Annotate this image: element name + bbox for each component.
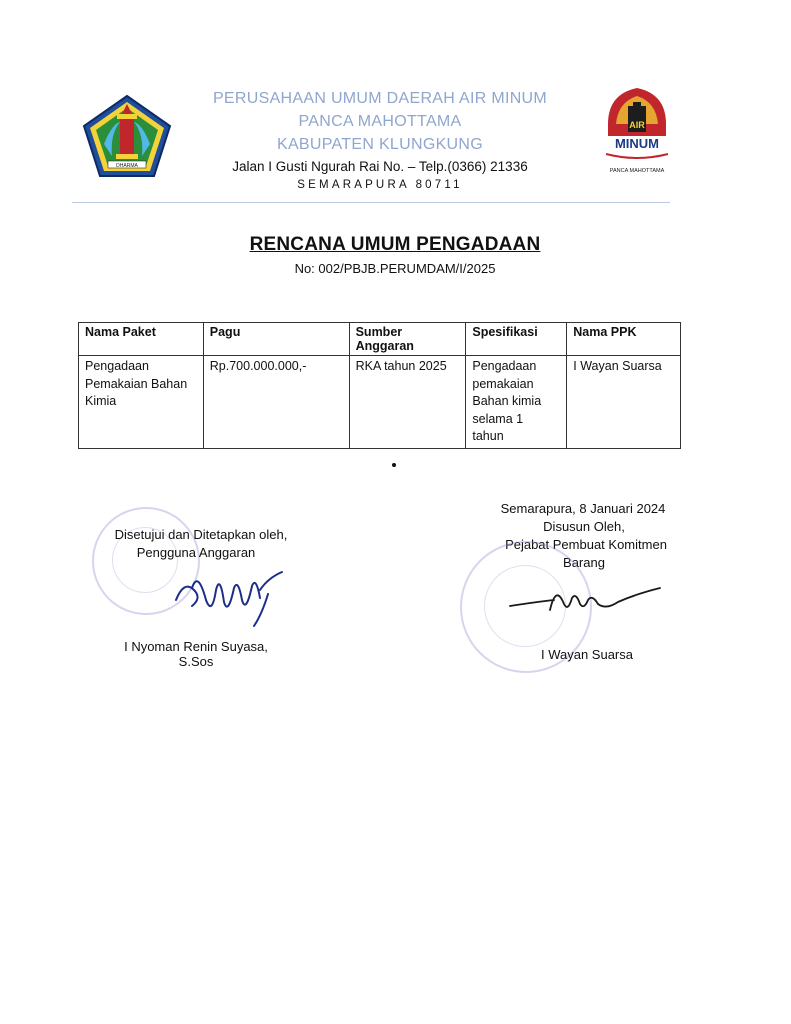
air-minum-logo-icon bbox=[598, 84, 676, 176]
cell-sumber-anggaran: RKA tahun 2025 bbox=[349, 356, 466, 449]
col-header-nama-paket: Nama Paket bbox=[79, 323, 204, 356]
right-title-line1: Pejabat Pembuat Komitmen bbox=[505, 537, 667, 552]
table-row bbox=[79, 356, 681, 449]
svg-text:MINUM: MINUM bbox=[614, 136, 660, 151]
org-city: SEMARAPURA 80711 bbox=[297, 179, 463, 191]
right-signatory-name: I Wayan Suarsa bbox=[540, 647, 633, 662]
col-header-nama-ppk: Nama PPK bbox=[567, 323, 681, 356]
procurement-table bbox=[78, 322, 681, 449]
cell-nama-paket: Pengadaan Pemakaian Bahan Kimia bbox=[79, 356, 204, 449]
left-handwritten-signature bbox=[172, 560, 292, 630]
right-place-date: Semarapura, 8 Januari 2024 bbox=[500, 501, 666, 516]
svg-text:PANCA MAHOTTAMA: PANCA MAHOTTAMA bbox=[609, 168, 665, 174]
left-approval-line2: Pengguna Anggaran bbox=[136, 545, 256, 560]
cell-nama-ppk: I Wayan Suarsa bbox=[567, 356, 681, 449]
svg-text:AIR: AIR bbox=[629, 120, 645, 130]
cell-pagu: Rp.700.000.000,- bbox=[203, 356, 349, 449]
document-number: No: 002/PBJB.PERUMDAM/I/2025 bbox=[294, 261, 496, 276]
col-header-pagu: Pagu bbox=[203, 323, 349, 356]
org-name-line1: PERUSAHAAN UMUM DAERAH AIR MINUM bbox=[212, 90, 548, 107]
klungkung-emblem-icon bbox=[82, 94, 172, 178]
table-header-row bbox=[79, 323, 681, 356]
right-composed-by: Disusun Oleh, bbox=[543, 519, 625, 534]
right-handwritten-signature bbox=[506, 580, 666, 620]
document-title: RENCANA UMUM PENGADAAN bbox=[249, 234, 541, 255]
col-header-sumber-anggaran: Sumber Anggaran bbox=[349, 323, 466, 356]
col-header-spesifikasi: Spesifikasi bbox=[466, 323, 567, 356]
right-title-line2: Barang bbox=[563, 555, 605, 570]
svg-text:DHARMA: DHARMA bbox=[116, 163, 138, 169]
stray-dot bbox=[392, 463, 396, 467]
header-divider bbox=[72, 202, 670, 203]
left-approval-line1: Disetujui dan Ditetapkan oleh, bbox=[114, 527, 288, 542]
org-address: Jalan I Gusti Ngurah Rai No. – Telp.(0366) 21336 bbox=[232, 159, 528, 174]
cell-spesifikasi: Pengadaan pemakaian Bahan kimia selama 1 tahun bbox=[466, 356, 567, 449]
left-signatory-name: I Nyoman Renin Suyasa, S.Sos bbox=[124, 639, 268, 669]
org-name-line2: PANCA MAHOTTAMA bbox=[298, 113, 462, 130]
org-name-line3: KABUPATEN KLUNGKUNG bbox=[276, 136, 484, 153]
